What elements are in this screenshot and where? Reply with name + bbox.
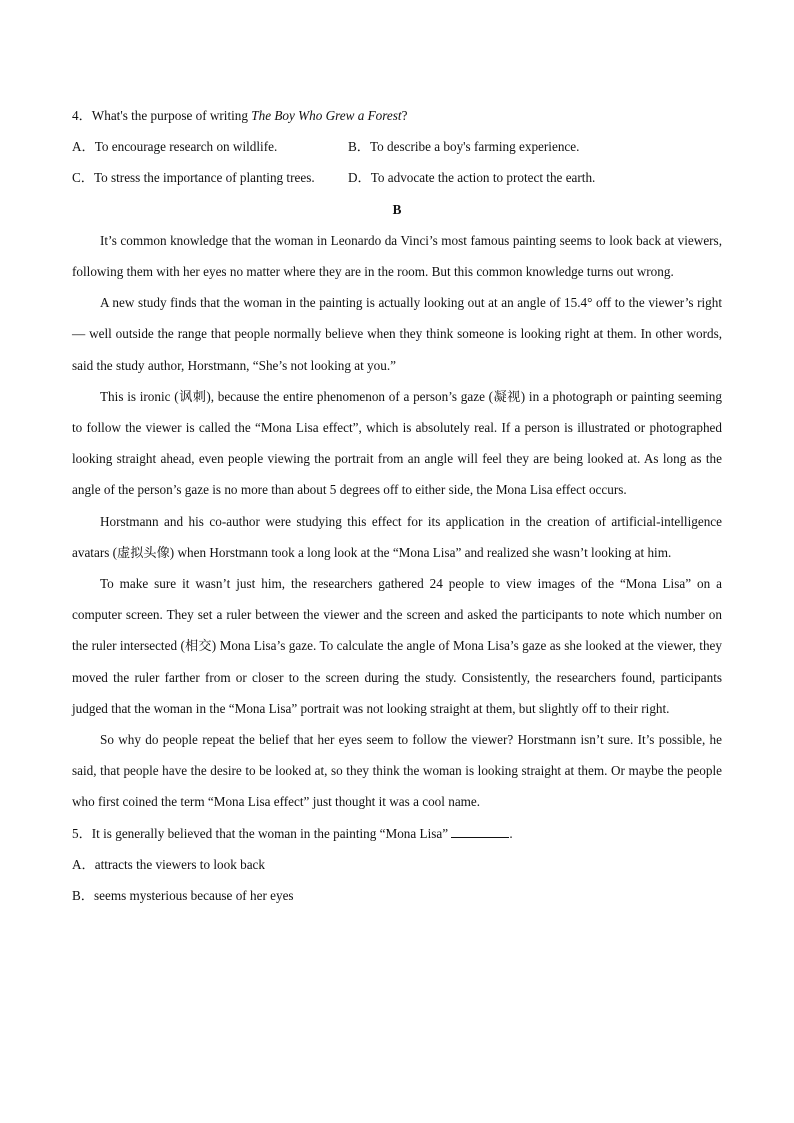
option-c[interactable]: C．To stress the importance of planting trees.: [72, 170, 315, 186]
option-b[interactable]: B．To describe a boy's farming experience.: [348, 139, 580, 155]
question-4-stem: [72, 100, 722, 131]
question-stem-end: ?: [401, 108, 408, 123]
passage-paragraph: So why do people repeat the belief that her eyes seem to follow the viewer? Horstmann isn’t sure. It’s possible, he said, that people have the desire to be looked at, so they think the woman is looking straight at them. Or maybe the people who first coined the term “Mona Lisa effect” just thought it was a cool name.: [72, 732, 722, 810]
question-4-options-row-2: [72, 162, 722, 193]
option-a[interactable]: A．attracts the viewers to look back: [72, 856, 265, 872]
passage-paragraph: It’s common knowledge that the woman in Leonardo da Vinci’s most famous painting seems to look back at viewers, following them with her eyes no matter where they are in the room. But this common knowledge turns out wrong.: [72, 232, 722, 279]
passage-paragraph: A new study finds that the woman in the painting is actually looking out at an angle of 15.4° off to the viewer’s right — well outside the range that people normally believe when they think someone is looking right at them. In other words, said the study author, Horstmann, “She’s not looking at you.”: [72, 295, 722, 373]
question-number: 5．: [72, 825, 92, 841]
passage-paragraph: Horstmann and his co-author were studying this effect for its application in the creation of artificial-intelligence avatars (虚拟头像) when Horstmann took a long look at the “Mona Lisa” and realized she wasn’t looking at him.: [72, 513, 722, 560]
document-page: [72, 100, 722, 911]
question-4-options-row-1: [72, 131, 722, 162]
question-number: 4．: [72, 108, 92, 123]
question-5-stem: [72, 818, 722, 849]
question-stem-text: It is generally believed that the woman in the painting “Mona Lisa”: [91, 825, 449, 841]
passage-paragraph: This is ironic (讽刺), because the entire phenomenon of a person’s gaze (凝视) in a photograph or painting seeming to follow the viewer is called the “Mona Lisa effect”, which is absolutely real. If a person is illustrated or photographed looking straight ahead, even people viewing the portrait from an angle will feel they are being looked at. As long as the angle of the person’s gaze is no more than about 5 degrees off to either side, the Mona Lisa effect occurs.: [72, 388, 722, 498]
book-title: The Boy Who Grew a Forest: [251, 108, 402, 123]
answer-blank[interactable]: [451, 825, 509, 838]
passage-paragraph: To make sure it wasn’t just him, the researchers gathered 24 people to view images of the “Mona Lisa” on a computer screen. They set a ruler between the viewer and the screen and asked the participants to note which number on the ruler intersected (相交) Mona Lisa’s gaze. To calculate the angle of Mona Lisa’s gaze as she looked at the viewer, they moved the ruler farther from or closer to the screen during the study. Consistently, the researchers found, participants judged that the woman in the “Mona Lisa” portrait was not looking straight at them, but slightly off to their right.: [72, 575, 722, 716]
option-d[interactable]: D．To advocate the action to protect the earth.: [348, 170, 596, 186]
option-b[interactable]: B．seems mysterious because of her eyes: [72, 887, 294, 903]
question-stem-text: What's the purpose of writing: [91, 108, 252, 123]
section-heading: B: [392, 201, 402, 217]
question-stem-end: .: [509, 825, 513, 841]
option-a[interactable]: A．To encourage research on wildlife.: [72, 139, 278, 155]
